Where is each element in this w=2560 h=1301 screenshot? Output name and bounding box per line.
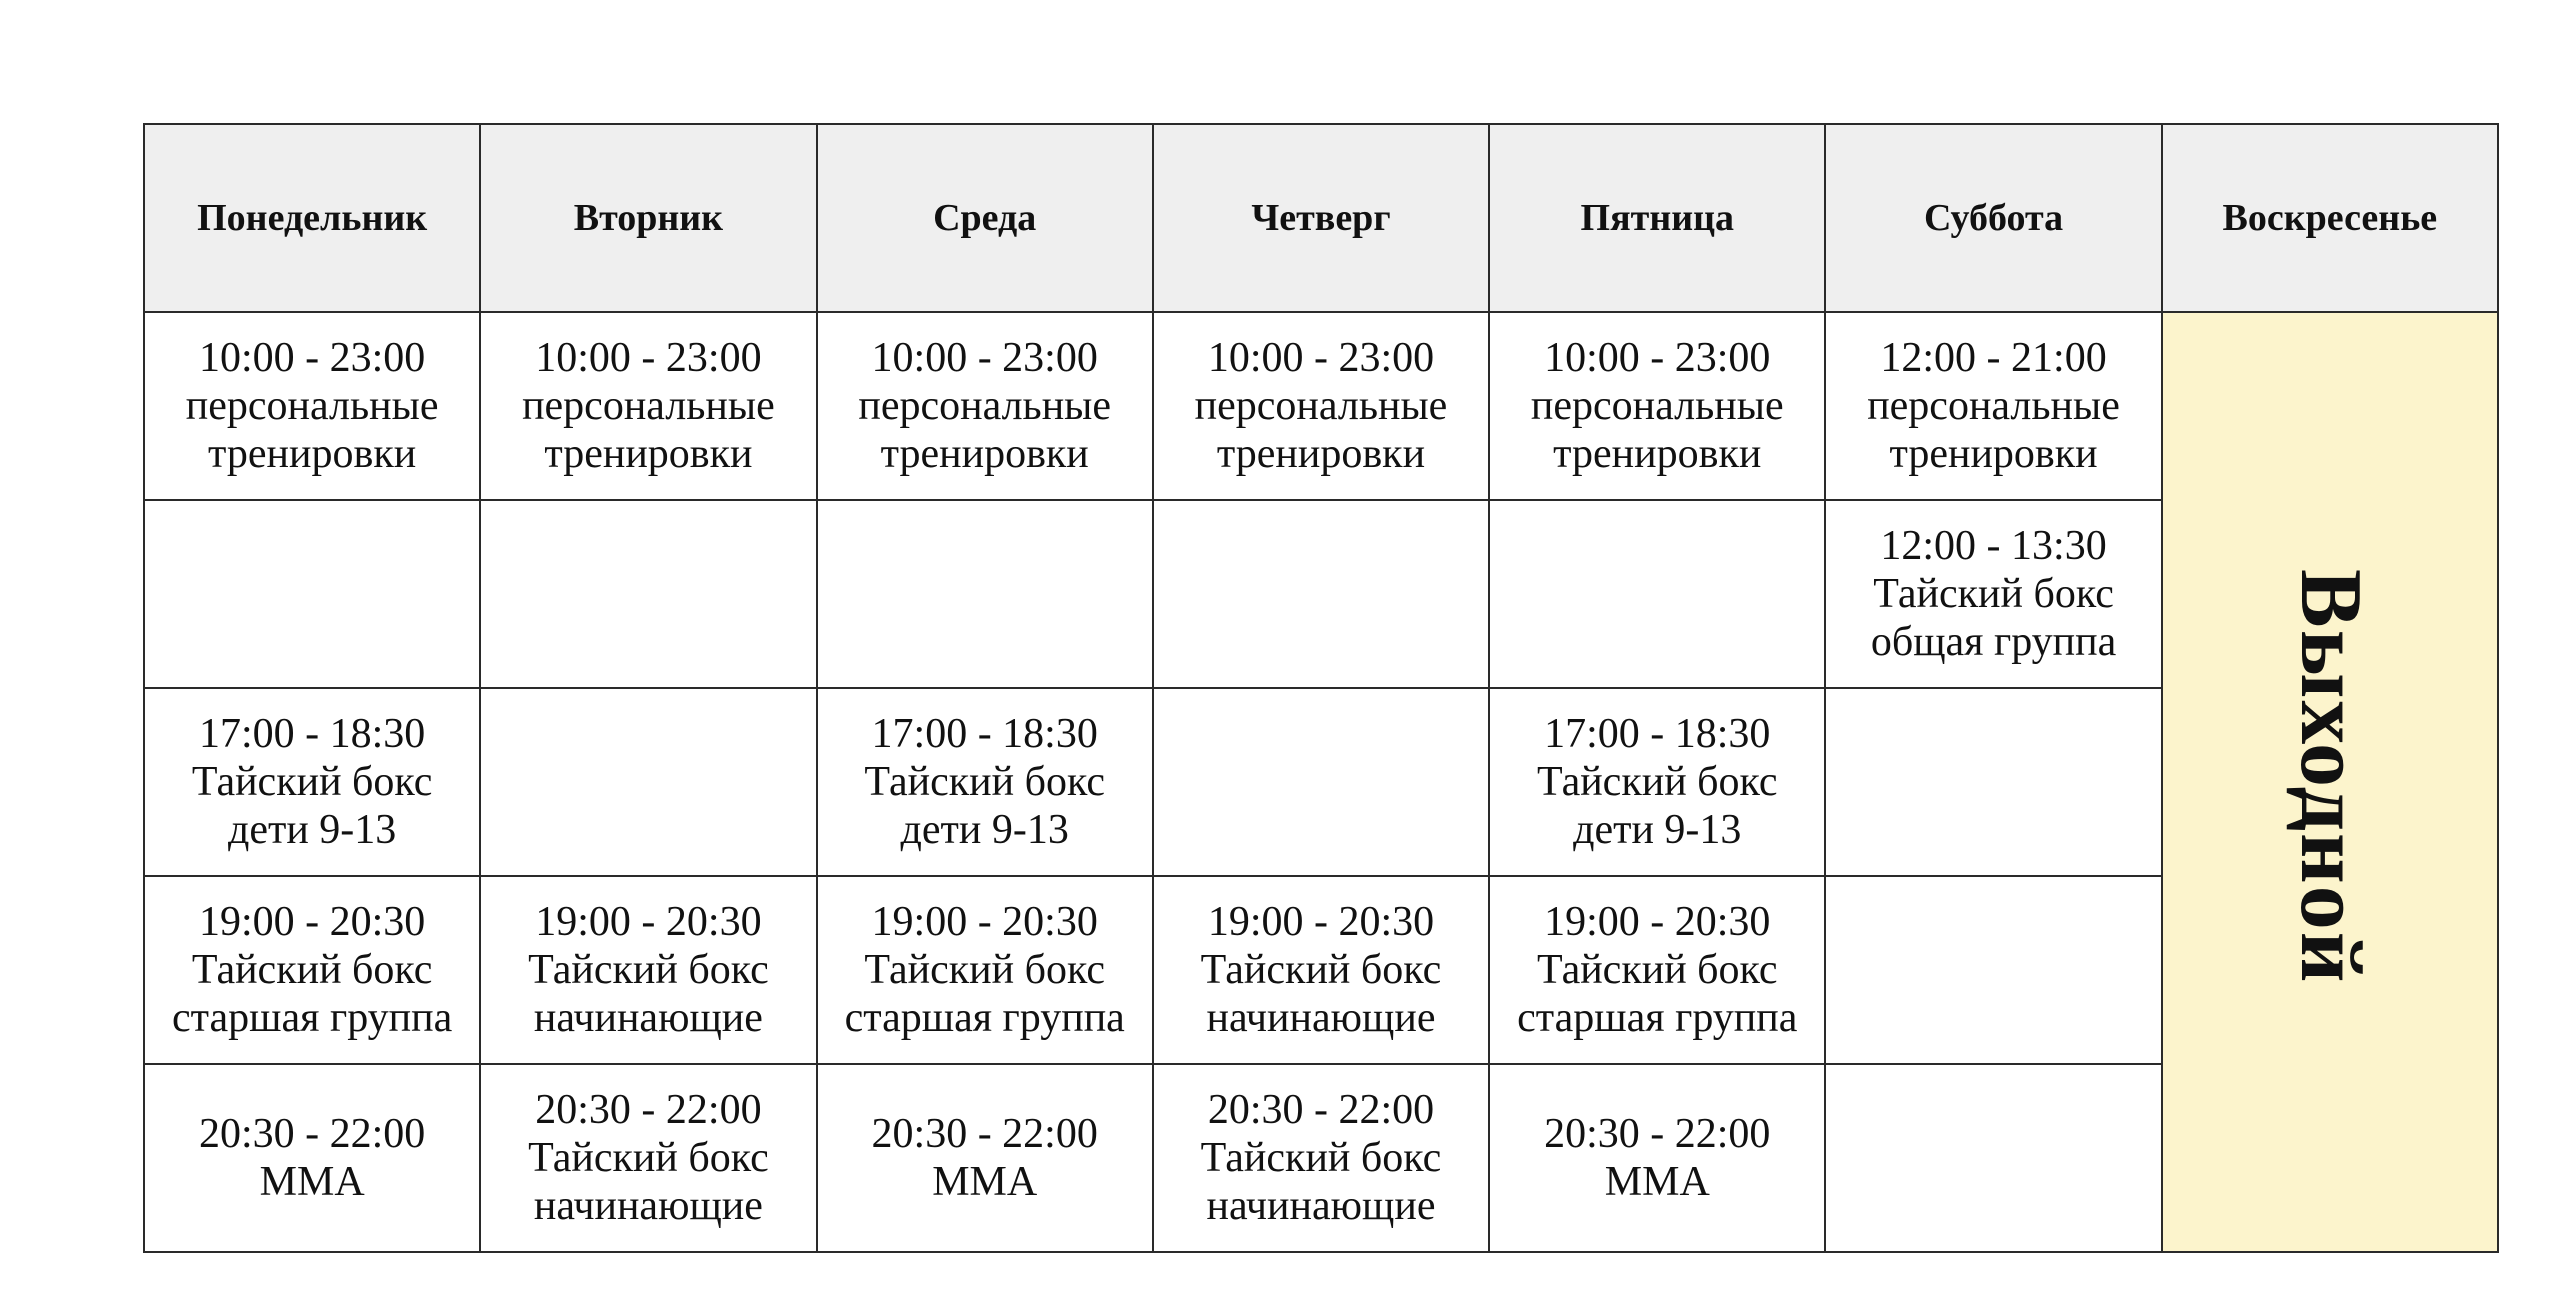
session-description: старшая группа — [172, 995, 453, 1041]
session-cell — [144, 688, 480, 876]
session-time: 19:00 - 20:30 — [535, 899, 762, 945]
session-description: начинающие — [1206, 995, 1436, 1041]
empty-cell — [1489, 500, 1825, 688]
session-cell — [1489, 876, 1825, 1064]
session-description: персональные — [185, 383, 439, 429]
day-header: Среда — [817, 124, 1153, 312]
session-description: начинающие — [533, 1183, 763, 1229]
header-row — [144, 124, 2498, 312]
session-cell — [1489, 1064, 1825, 1252]
empty-cell — [817, 500, 1153, 688]
empty-cell — [1153, 500, 1489, 688]
session-description: старшая группа — [1517, 995, 1798, 1041]
day-off-cell — [2162, 312, 2498, 1252]
session-description: тренировки — [880, 431, 1089, 477]
session-description: Тайский бокс — [1536, 947, 1778, 993]
session-cell — [1825, 500, 2161, 688]
session-time: 19:00 - 20:30 — [1544, 899, 1771, 945]
session-time: 20:30 - 22:00 — [535, 1087, 762, 1133]
session-time: 20:30 - 22:00 — [198, 1111, 426, 1157]
session-cell — [817, 876, 1153, 1064]
session-description: ММА — [1604, 1159, 1710, 1205]
empty-cell — [1825, 688, 2161, 876]
session-description: дети 9-13 — [900, 807, 1069, 853]
session-description: старшая группа — [844, 995, 1125, 1041]
session-time: 10:00 - 23:00 — [535, 335, 762, 381]
session-description: тренировки — [1553, 431, 1762, 477]
session-time: 20:30 - 22:00 — [1207, 1087, 1435, 1133]
session-description: персональные — [1867, 383, 2120, 429]
schedule-row — [144, 312, 2498, 500]
session-time: 20:30 - 22:00 — [1544, 1111, 1771, 1157]
session-description: Тайский бокс — [864, 759, 1105, 805]
session-time: 19:00 - 20:30 — [1207, 899, 1435, 945]
session-description: дети 9-13 — [227, 807, 397, 853]
session-description: общая группа — [1870, 619, 2117, 665]
session-description: Тайский бокс — [1536, 759, 1778, 805]
session-cell — [817, 312, 1153, 500]
session-cell — [817, 688, 1153, 876]
empty-cell — [1825, 1064, 2161, 1252]
session-description: начинающие — [1206, 1183, 1436, 1229]
session-description: Тайский бокс — [1200, 1135, 1442, 1181]
session-description: тренировки — [544, 431, 753, 477]
schedule-row — [144, 876, 2498, 1064]
session-time: 17:00 - 18:30 — [871, 711, 1098, 757]
session-cell — [144, 876, 480, 1064]
schedule-table — [143, 123, 2499, 1253]
schedule-row — [144, 500, 2498, 688]
session-time: 17:00 - 18:30 — [198, 711, 426, 757]
session-description: Тайский бокс — [191, 947, 433, 993]
session-time: 12:00 - 13:30 — [1880, 523, 2107, 569]
session-cell — [144, 312, 480, 500]
session-cell — [1825, 312, 2161, 500]
session-cell — [817, 1064, 1153, 1252]
schedule-header — [144, 124, 2498, 312]
session-description: Тайский бокс — [1873, 571, 2114, 617]
schedule-body — [144, 312, 2498, 1252]
session-description: ММА — [932, 1159, 1038, 1205]
session-description: Тайский бокс — [191, 759, 433, 805]
session-cell — [480, 312, 816, 500]
session-description: ММА — [259, 1159, 365, 1205]
session-description: тренировки — [1216, 431, 1426, 477]
session-cell — [144, 1064, 480, 1252]
session-description: начинающие — [533, 995, 763, 1041]
day-header: Пятница — [1489, 124, 1825, 312]
session-cell — [1489, 688, 1825, 876]
session-description: персональные — [1530, 383, 1784, 429]
session-description: тренировки — [1889, 431, 2098, 477]
empty-cell — [1825, 876, 2161, 1064]
session-time: 10:00 - 23:00 — [1207, 335, 1435, 381]
session-cell — [1153, 1064, 1489, 1252]
session-description: Тайский бокс — [528, 947, 769, 993]
session-description: персональные — [858, 383, 1112, 429]
empty-cell — [144, 500, 480, 688]
session-time: 12:00 - 21:00 — [1880, 335, 2107, 381]
session-time: 10:00 - 23:00 — [1544, 335, 1771, 381]
session-description: тренировки — [208, 431, 417, 477]
schedule-row — [144, 1064, 2498, 1252]
day-header: Суббота — [1825, 124, 2161, 312]
session-description: Тайский бокс — [864, 947, 1105, 993]
day-header: Вторник — [480, 124, 816, 312]
session-description: Тайский бокс — [528, 1135, 769, 1181]
session-time: 19:00 - 20:30 — [198, 899, 426, 945]
session-description: Тайский бокс — [1200, 947, 1442, 993]
session-time: 17:00 - 18:30 — [1544, 711, 1771, 757]
day-header: Четверг — [1153, 124, 1489, 312]
session-cell — [480, 876, 816, 1064]
session-time: 10:00 - 23:00 — [871, 335, 1098, 381]
empty-cell — [480, 688, 816, 876]
session-cell — [480, 1064, 816, 1252]
session-time: 10:00 - 23:00 — [198, 335, 426, 381]
session-description: дети 9-13 — [1573, 807, 1742, 853]
session-cell — [1489, 312, 1825, 500]
day-header: Понедельник — [144, 124, 480, 312]
session-time: 20:30 - 22:00 — [871, 1111, 1098, 1157]
session-cell — [1153, 312, 1489, 500]
empty-cell — [1153, 688, 1489, 876]
session-time: 19:00 - 20:30 — [871, 899, 1098, 945]
empty-cell — [480, 500, 816, 688]
day-off-label: Выходной — [2281, 568, 2379, 985]
session-cell — [1153, 876, 1489, 1064]
schedule-row — [144, 688, 2498, 876]
session-description: персональные — [1194, 383, 1448, 429]
day-header: Воскресенье — [2162, 124, 2498, 312]
session-description: персональные — [522, 383, 775, 429]
